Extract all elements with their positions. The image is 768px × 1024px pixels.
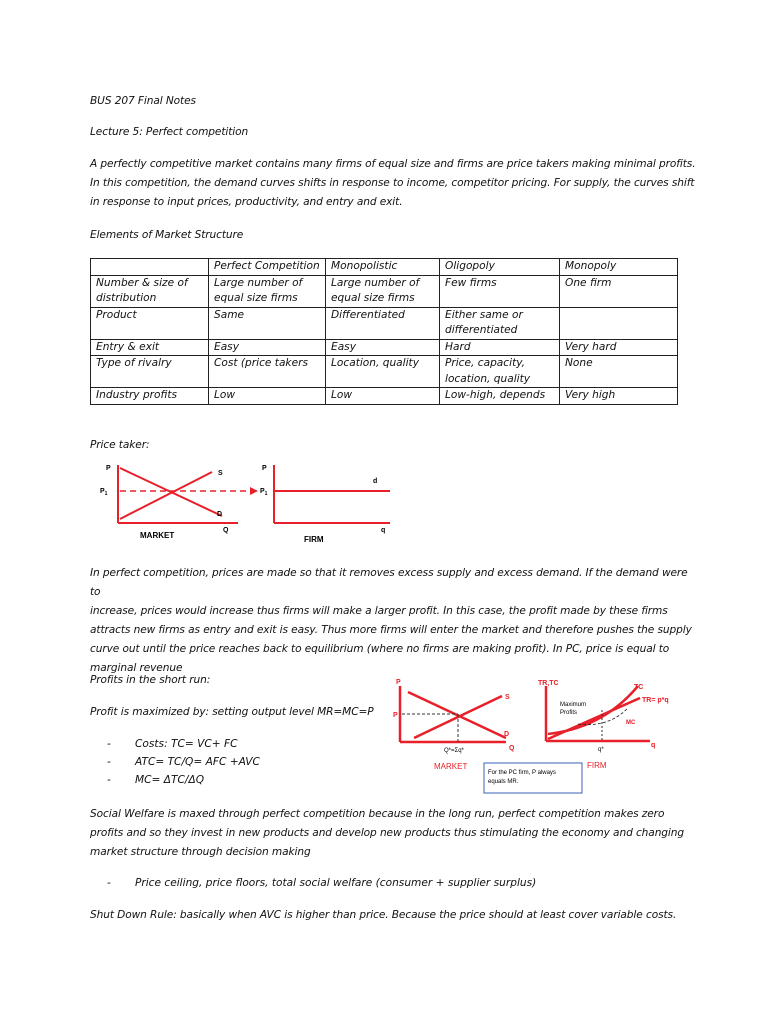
market-d-label: D <box>217 511 223 518</box>
market-supply-curve <box>120 472 212 519</box>
short-run-profit-diagram <box>388 676 678 794</box>
firm-caption: FIRM <box>587 761 607 770</box>
table-cell: None <box>560 356 678 388</box>
table-title: Elements of Market Structure <box>90 229 244 241</box>
table-cell: Very hard <box>560 339 678 356</box>
welfare-line: market structure through decision making <box>90 846 311 858</box>
table-cell: Low <box>326 388 440 405</box>
bullet-item: - ATC= TC/Q= AFC +AVC <box>107 756 260 768</box>
firm-q-label: q <box>381 527 386 534</box>
note-box <box>484 763 582 793</box>
firm-trtc-label: TR,TC <box>538 680 559 687</box>
table-cell: Differentiated <box>326 307 440 339</box>
table-row <box>91 307 678 339</box>
note-line: equals MR. <box>488 779 519 785</box>
market-demand-curve <box>408 692 506 738</box>
intro-line: in response to input prices, productivity, and entry and exit. <box>90 196 403 208</box>
market-qstar-label: Q*=Σq* <box>444 748 464 754</box>
profit-rule: Profit is maximized by: setting output level MR=MC=P <box>90 706 374 718</box>
table-row <box>91 356 678 388</box>
table-cell: Type of rivalry <box>91 356 209 388</box>
pc-line: In perfect competition, prices are made so that it removes excess supply and excess demand. If the demand were to <box>90 567 688 598</box>
market-q-label: Q <box>223 527 229 534</box>
table-cell: Large number of equal size firms <box>326 275 440 307</box>
arrow-icon <box>250 487 258 495</box>
market-q-label: Q <box>509 745 515 752</box>
price-taker-diagram <box>90 456 400 548</box>
table-cell: Monopoly <box>560 259 678 276</box>
short-run-label: Profits in the short run: <box>90 674 211 686</box>
table-cell: Oligopoly <box>440 259 560 276</box>
table-row <box>91 339 678 356</box>
table-cell <box>91 259 209 276</box>
market-caption: MARKET <box>140 531 175 540</box>
course-title: BUS 207 Final Notes <box>90 95 196 107</box>
table-cell: Easy <box>209 339 326 356</box>
market-p-label: P <box>106 465 111 472</box>
market-caption: MARKET <box>434 762 468 771</box>
table-cell: Same <box>209 307 326 339</box>
welfare-line: profits and so they invest in new products and develop new products thus stimulating the economy and changing <box>90 827 685 839</box>
max-profit-label: Profits <box>560 710 578 716</box>
firm-mc-label: MC <box>626 720 636 726</box>
table-cell: Very high <box>560 388 678 405</box>
welfare-line: Social Welfare is maxed through perfect competition because in the long run, perfect competition makes zero <box>90 808 665 820</box>
table-cell: Entry & exit <box>91 339 209 356</box>
firm-tr-label: TR= p*q <box>642 697 669 704</box>
price-taker-label: Price taker: <box>90 439 150 451</box>
shutdown-rule: Shut Down Rule: basically when AVC is higher than price. Because the price should at least cover variable costs. <box>90 909 677 921</box>
pc-paragraph <box>90 564 700 678</box>
table-cell: Product <box>91 307 209 339</box>
table-cell: One firm <box>560 275 678 307</box>
market-equilibrium-p-label: P <box>393 712 398 719</box>
welfare-paragraph <box>90 805 700 862</box>
firm-p-label: P <box>262 465 267 472</box>
firm-tc-label: TC <box>634 684 644 691</box>
bullet-item: - Costs: TC= VC+ FC <box>107 738 238 750</box>
lecture-title: Lecture 5: Perfect competition <box>90 126 249 138</box>
market-d-label: D <box>504 731 510 738</box>
table-cell: Either same or differentiated <box>440 307 560 339</box>
table-cell: Location, quality <box>326 356 440 388</box>
market-s-label: S <box>505 694 510 701</box>
table-cell: Cost (price takers <box>209 356 326 388</box>
intro-line: A perfectly competitive market contains many firms of equal size and firms are price takers making minimal profits. <box>90 158 696 170</box>
table-row <box>91 388 678 405</box>
intro-paragraph <box>90 155 700 212</box>
table-cell: Low <box>209 388 326 405</box>
firm-p1-label: $P_1$ <box>260 488 268 497</box>
pc-line: attracts new firms as entry and exit is easy. Thus more firms will enter the market and therefore pushes the supply <box>90 624 692 636</box>
bullet-item: - Price ceiling, price floors, total social welfare (consumer + supplier surplus) <box>107 877 537 889</box>
table-cell: Hard <box>440 339 560 356</box>
firm-qstar-label: q* <box>598 747 604 753</box>
market-p1-label: $P_1$ <box>100 488 108 497</box>
pc-line: increase, prices would increase thus firms will make a larger profit. In this case, the profit made by these firms <box>90 605 668 617</box>
table-header-row <box>91 259 678 276</box>
table-row <box>91 275 678 307</box>
table-cell: Easy <box>326 339 440 356</box>
table-cell: Price, capacity, location, quality <box>440 356 560 388</box>
table-cell: Monopolistic <box>326 259 440 276</box>
firm-d-label: d <box>373 478 378 485</box>
intro-line: In this competition, the demand curves shifts in response to income, competitor pricing. For supply, the curves shift <box>90 177 695 189</box>
pc-line: marginal revenue <box>90 662 183 674</box>
table-cell: Large number of equal size firms <box>209 275 326 307</box>
firm-q-label: q <box>651 742 656 749</box>
max-profit-label: Maximum <box>560 702 587 708</box>
note-line: For the PC firm, P always <box>488 770 556 776</box>
table-cell: Industry profits <box>91 388 209 405</box>
table-cell: Low-high, depends <box>440 388 560 405</box>
table-cell: Few firms <box>440 275 560 307</box>
market-p-label: P <box>396 679 401 686</box>
table-cell: Number & size of distribution <box>91 275 209 307</box>
pc-line: curve out until the price reaches back to equilibrium (where no firms are making profit). In PC, price is equal to <box>90 643 670 655</box>
bullet-item: - MC= ΔTC/ΔQ <box>107 774 205 786</box>
market-structure-table <box>90 258 678 405</box>
market-s-label: S <box>218 470 223 477</box>
table-cell: Perfect Competition <box>209 259 326 276</box>
table-cell <box>560 307 678 339</box>
firm-caption: FIRM <box>304 535 324 544</box>
